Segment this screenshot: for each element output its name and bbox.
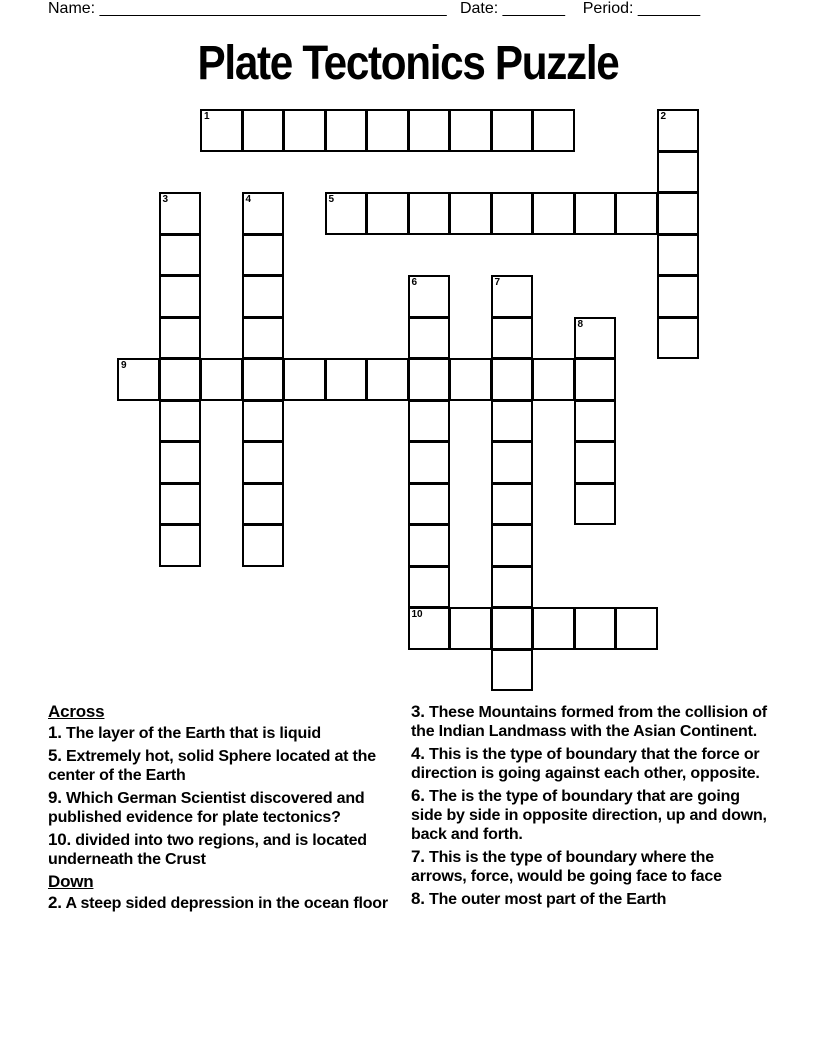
clue-text: This is the type of boundary that the force or direction is going against each other, opposite. xyxy=(411,746,760,782)
clue-text: divided into two regions, and is located underneath the Crust xyxy=(48,832,367,868)
grid-cell[interactable] xyxy=(408,441,451,484)
grid-cell[interactable] xyxy=(325,358,368,401)
grid-cell[interactable] xyxy=(242,275,285,318)
grid-cell[interactable] xyxy=(449,192,492,235)
grid-cell[interactable] xyxy=(408,400,451,443)
grid-cell[interactable] xyxy=(242,524,285,567)
grid-cell[interactable] xyxy=(117,358,160,401)
grid-cell[interactable] xyxy=(491,607,534,650)
grid-cell[interactable] xyxy=(242,317,285,360)
grid-cell[interactable] xyxy=(408,483,451,526)
grid-cell[interactable] xyxy=(657,151,700,194)
grid-cell[interactable] xyxy=(283,358,326,401)
clue-number: 6. xyxy=(411,786,425,805)
period-line[interactable]: _______ xyxy=(637,0,701,17)
clue-down-3 xyxy=(411,702,771,741)
grid-cell[interactable] xyxy=(366,358,409,401)
grid-cell[interactable] xyxy=(657,317,700,360)
clue-text: The is the type of boundary that are going side by side in opposite direction, up and down, back and forth. xyxy=(411,788,767,843)
grid-cell[interactable] xyxy=(408,317,451,360)
grid-cell[interactable] xyxy=(242,483,285,526)
grid-cell[interactable] xyxy=(491,109,534,152)
grid-cell[interactable] xyxy=(408,524,451,567)
clue-text: Which German Scientist discovered and published evidence for plate tectonics? xyxy=(48,790,365,826)
grid-cell[interactable] xyxy=(491,317,534,360)
grid-cell[interactable] xyxy=(491,400,534,443)
grid-cell[interactable] xyxy=(574,400,617,443)
grid-cell[interactable] xyxy=(657,234,700,277)
clue-text: The layer of the Earth that is liquid xyxy=(66,725,321,742)
grid-cell[interactable] xyxy=(615,607,658,650)
clue-across-9 xyxy=(48,788,408,827)
grid-cell[interactable] xyxy=(491,566,534,609)
grid-cell[interactable] xyxy=(574,358,617,401)
clues-left-column xyxy=(48,702,408,916)
grid-cell[interactable] xyxy=(283,109,326,152)
grid-cell[interactable] xyxy=(574,483,617,526)
grid-cell[interactable] xyxy=(449,109,492,152)
date-label: Date: xyxy=(459,0,499,17)
name-label: Name: xyxy=(48,0,96,17)
grid-cell[interactable] xyxy=(159,317,202,360)
grid-cell[interactable] xyxy=(532,358,575,401)
clue-number: 4. xyxy=(411,744,425,763)
grid-cell[interactable] xyxy=(325,109,368,152)
clue-number-label: 7 xyxy=(494,277,501,288)
grid-cell[interactable] xyxy=(159,275,202,318)
clue-across-1 xyxy=(48,723,408,743)
grid-cell[interactable] xyxy=(242,358,285,401)
grid-cell[interactable] xyxy=(159,192,202,235)
grid-cell[interactable] xyxy=(242,192,285,235)
clue-number: 2. xyxy=(48,893,62,912)
clue-number-label: 2 xyxy=(660,111,667,122)
grid-cell[interactable] xyxy=(491,483,534,526)
grid-cell[interactable] xyxy=(366,109,409,152)
clue-down-8 xyxy=(411,889,771,909)
grid-cell[interactable] xyxy=(159,358,202,401)
grid-cell[interactable] xyxy=(408,607,451,650)
grid-cell[interactable] xyxy=(491,441,534,484)
clue-number: 3. xyxy=(411,702,425,721)
grid-cell[interactable] xyxy=(657,275,700,318)
down-heading: Down xyxy=(48,872,94,891)
grid-cell[interactable] xyxy=(200,358,243,401)
grid-cell[interactable] xyxy=(657,109,700,152)
clue-text: This is the type of boundary where the arrows, force, would be going face to face xyxy=(411,849,722,885)
grid-cell[interactable] xyxy=(657,192,700,235)
grid-cell[interactable] xyxy=(242,109,285,152)
date-line[interactable]: _______ xyxy=(502,0,565,17)
clue-number-label: 10 xyxy=(411,609,423,620)
grid-cell[interactable] xyxy=(491,192,534,235)
clue-number-label: 1 xyxy=(204,111,210,122)
grid-cell[interactable] xyxy=(449,358,492,401)
clue-down-7 xyxy=(411,847,771,886)
grid-cell[interactable] xyxy=(325,192,368,235)
clue-text: These Mountains formed from the collision of the Indian Landmass with the Asian Continent. xyxy=(411,704,767,740)
clues-right-column xyxy=(411,702,771,912)
grid-cell[interactable] xyxy=(449,607,492,650)
grid-cell[interactable] xyxy=(200,109,243,152)
grid-cell[interactable] xyxy=(408,566,451,609)
grid-cell[interactable] xyxy=(159,234,202,277)
across-heading: Across xyxy=(48,702,105,721)
grid-cell[interactable] xyxy=(159,483,202,526)
grid-cell[interactable] xyxy=(408,192,451,235)
clue-number: 5. xyxy=(48,746,62,765)
grid-cell[interactable] xyxy=(615,192,658,235)
grid-cell[interactable] xyxy=(574,317,617,360)
clue-text: Extremely hot, solid Sphere located at the center of the Earth xyxy=(48,748,376,784)
grid-cell[interactable] xyxy=(532,109,575,152)
clue-down-6 xyxy=(411,786,771,844)
grid-cell[interactable] xyxy=(159,441,202,484)
clue-down-2 xyxy=(48,893,408,913)
grid-cell[interactable] xyxy=(491,524,534,567)
clue-number: 8. xyxy=(411,889,425,908)
grid-cell[interactable] xyxy=(408,109,451,152)
period-label: Period: xyxy=(582,0,634,17)
clue-text: The outer most part of the Earth xyxy=(429,891,667,908)
clue-across-10 xyxy=(48,830,408,869)
grid-cell[interactable] xyxy=(574,192,617,235)
clue-number-label: 5 xyxy=(328,194,335,205)
clue-number: 1. xyxy=(48,723,62,742)
grid-cell[interactable] xyxy=(408,358,451,401)
grid-cell[interactable] xyxy=(532,607,575,650)
clue-number: 9. xyxy=(48,788,62,807)
grid-cell[interactable] xyxy=(242,441,285,484)
clue-text: A steep sided depression in the ocean floor xyxy=(65,895,388,912)
grid-cell[interactable] xyxy=(574,441,617,484)
clue-number: 10. xyxy=(48,830,72,849)
name-line[interactable]: _______________________________________ xyxy=(99,0,447,17)
grid-cell[interactable] xyxy=(159,524,202,567)
grid-cell[interactable] xyxy=(242,234,285,277)
clue-number-label: 8 xyxy=(577,318,584,330)
clue-number: 7. xyxy=(411,847,425,866)
clue-number-label: 9 xyxy=(121,360,127,371)
clue-across-5 xyxy=(48,746,408,785)
grid-cell[interactable] xyxy=(574,607,617,650)
grid-cell[interactable] xyxy=(532,192,575,235)
grid-cell[interactable] xyxy=(408,275,451,318)
page-title: Plate Tectonics Puzzle xyxy=(197,37,619,90)
grid-cell[interactable] xyxy=(366,192,409,235)
clue-number-label: 6 xyxy=(411,277,418,288)
grid-cell[interactable] xyxy=(159,400,202,443)
grid-cell[interactable] xyxy=(491,275,534,318)
clue-number-label: 4 xyxy=(245,194,252,205)
grid-cell[interactable] xyxy=(491,358,534,401)
clue-down-4 xyxy=(411,744,771,783)
grid-cell[interactable] xyxy=(491,649,534,692)
clue-number-label: 3 xyxy=(162,194,169,205)
grid-cell[interactable] xyxy=(242,400,285,443)
